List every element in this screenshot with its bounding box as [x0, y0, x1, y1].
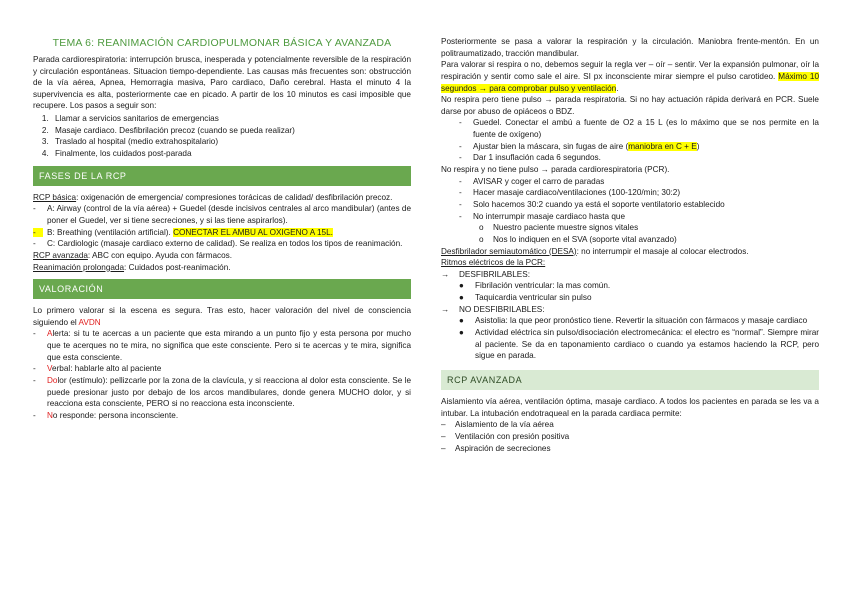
breathing-text: B: Breathing (ventilación artificial).	[47, 227, 174, 237]
bullet-icon: ●	[459, 328, 464, 338]
section-header-rcp-avanzada: RCP AVANZADA	[441, 370, 819, 390]
paragraph: No respira y no tiene pulso → parada cardiorespiratoria (PCR).	[441, 165, 670, 175]
list-item: 3. Traslado al hospital (medio extrahospitalario)	[51, 136, 411, 148]
list-item: → NO DESFIBRILABLES:	[441, 304, 545, 314]
rcp-basica-label: RCP básica	[33, 192, 77, 202]
highlight: Máximo 10 segundos → para comprobar pulso y ventilación	[441, 71, 819, 93]
list-item: - Solo hacemos 30:2 cuando ya está el soporte ventilatorio establecido	[459, 199, 725, 209]
reanimacion-paragraph: Reanimación prolongada: Cuidados post-reanimación.	[33, 262, 231, 272]
valoracion-paragraph: Lo primero valorar si la escena es segura. Tras esto, hacer valoración del nivel de consciencia siguiendo el AVDN	[33, 306, 411, 327]
intro-paragraph: Parada cardiorespiratoria: interrupción brusca, inesperada y potencialmente reversible de la respiración y circulación espontáneas. Situacion tiempo-dependiente. Las causas más frecuentes son: obstrucción de la vía aérea, Apnea, Hemorragia masiva, Paro cardiaco, Daño cerebral. Hasta el minuto 4 la supervivencia es alta, posteriormente cae en picado. A partir de los 10 minutos es casi imposible que recupere. Los pasos a seguir son:	[33, 54, 411, 111]
list-item: 1. Llamar a servicios sanitarios de emergencias	[51, 113, 411, 125]
steps-list	[33, 113, 411, 160]
paragraph: No respira pero tiene pulso → parada respiratoria. Si no hay actuación rápida derivará en PCR. Suele darse por abuso de opiáceos o BDZ.	[441, 95, 819, 116]
airway-text: A: Airway (control de la vía aérea) + Guedel (desde incisivos centrales al arco mandibular) (antes de poner el Guedel, ver si tiene secreciones, y si las tiene aspirarlos).	[47, 204, 411, 225]
list-item: - Guedel. Conectar el ambú a fuente de O2 a 15 L (es lo máximo que se nos permite en la fuente de oxígeno)	[459, 118, 819, 140]
bullet-icon: ●	[459, 293, 464, 303]
rcp-avanzada-label: RCP avanzada	[33, 250, 88, 260]
list-item: - Dolor (estímulo): pellizcarle por la zona de la clavícula, y si reacciona al dolor esta consciente. Se le puede presionar justo por debajo de los arcos mandibulares, donde genera MUCHO dolor, y si reacciona esta consciente, PERO si no reacciona esta inconsciente.	[33, 376, 411, 409]
avdn-label: AVDN	[78, 317, 101, 327]
paragraph: Aislamiento vía aérea, ventilación óptima, masaje cardiaco. A todos los pacientes en parada se les va a intubar. La intubación endotraqueal en la parada cardiaca permite:	[441, 396, 819, 418]
paragraph: Posteriormente se pasa a valorar la respiración y la circulación. Maniobra frente-mentón. En un politraumatizado, tracción mandibular.	[441, 37, 819, 58]
list-item: - Verbal: hablarle alto al paciente	[33, 364, 162, 374]
list-item: - No responde: persona inconsciente.	[33, 410, 179, 420]
list-item: → DESFIBRILABLES:	[441, 269, 530, 279]
list-item: ● Taquicardia ventricular sin pulso	[459, 293, 592, 303]
list-item: ● Asistolia: la que peor pronóstico tiene. Revertir la situación con fármacos y masaje cardiaco	[459, 316, 808, 326]
arrow-icon: →	[441, 304, 450, 314]
list-item: 2. Masaje cardiaco. Desfibrilación precoz (cuando se pueda realizar)	[51, 125, 411, 137]
reanimacion-label: Reanimación prolongada	[33, 262, 125, 272]
list-item: - Ajustar bien la máscara, sin fugas de aire (maniobra en C + E)	[459, 141, 700, 151]
rcp-avanzada-paragraph: RCP avanzada: ABC con equipo. Ayuda con fármacos.	[33, 250, 233, 260]
cardiologic-text: C: Cardiologic (masaje cardiaco externo de calidad). Se realiza en todos los tipos de reanimación.	[47, 239, 403, 249]
list-item: – Ventilación con presión positiva	[441, 431, 570, 441]
list-item: – Aislamiento de la vía aérea	[441, 420, 554, 430]
list-item: - C: Cardiologic (masaje cardiaco externo de calidad). Se realiza en todos los tipos de reanimación.	[33, 238, 411, 250]
paragraph: Para valorar si respira o no, debemos seguir la regla ver – oír – sentir. Ver la expansión pulmonar, oír la respiración y sentir como sale el aire. SI px inconsciente mirar siempre el pulso carotideo. Máximo 10 segundos → para comprobar pulso y ventilación.	[441, 60, 819, 93]
list-item: ● Actividad eléctrica sin pulso/disociación electromecánica: el electro es “normal”. Siempre mirar al paciente. Se da en taponamiento cardiaco o cuando ya estamos haciendo la RCP, pero sigue en parada.	[459, 328, 819, 361]
list-item: o Nos lo indiquen en el SVA (soporte vital avanzado)	[479, 234, 677, 244]
list-item: o Nuestro paciente muestre signos vitales	[479, 223, 639, 233]
page-title: TEMA 6: REANIMACIÓN CARDIOPULMONAR BÁSICA Y AVANZADA	[52, 37, 392, 49]
list-item: - A: Airway (control de la vía aérea) + Guedel (desde incisivos centrales al arco mandibular) (antes de poner el Guedel, ver si tiene secreciones, y si las tiene aspirarlos).	[33, 204, 411, 225]
bullet-icon: ●	[459, 316, 464, 326]
left-column	[33, 36, 411, 422]
right-column	[441, 36, 819, 454]
list-item: - Alerta: si tu te acercas a un paciente que esta mirando a un punto fijo y esta persona por mucho que te acerques no te mira, no significa que este consciente. Pero si te acercas y te mira, significa que esta consciente.	[33, 329, 411, 362]
desa-label: Desfibrilador semiautomático (DESA)	[441, 246, 577, 256]
list-item: – Aspiración de secreciones	[441, 443, 551, 453]
ritmos-label: Ritmos eléctricos de la PCR:	[441, 258, 546, 268]
rcp-basica-paragraph	[33, 192, 411, 204]
list-item: ● Fibrilación ventricular: la mas común.	[459, 281, 611, 291]
list-item: - Hacer masaje cardiaco/ventilaciones (100-120/min; 30:2)	[459, 188, 681, 198]
rcp-basica-text: : oxigenación de emergencia/ compresiones torácicas de calidad/ desfibrilación precoz.	[76, 192, 393, 202]
list-item: - B: Breathing (ventilación artificial). CONECTAR EL AMBU AL OXIGENO A 15L.	[33, 227, 333, 237]
arrow-icon: →	[441, 269, 450, 279]
list-item: - No interrumpir masaje cardiaco hasta que	[459, 211, 625, 221]
list-item: 4. Finalmente, los cuidados post-parada	[51, 148, 411, 160]
highlight: maniobra en C + E	[628, 141, 697, 151]
bullet-icon: ●	[459, 281, 464, 291]
section-header-fases: FASES DE LA RCP	[33, 166, 411, 186]
breathing-highlight: CONECTAR EL AMBU AL OXIGENO A 15L.	[173, 227, 333, 237]
section-header-valoracion: VALORACIÓN	[33, 279, 411, 299]
list-item: - AVISAR y coger el carro de paradas	[459, 176, 605, 186]
list-item: - Dar 1 insuflación cada 6 segundos.	[459, 153, 601, 163]
desa-paragraph: Desfibrilador semiautomático (DESA): no interrumpir el masaje al colocar electrodos.	[441, 246, 749, 256]
